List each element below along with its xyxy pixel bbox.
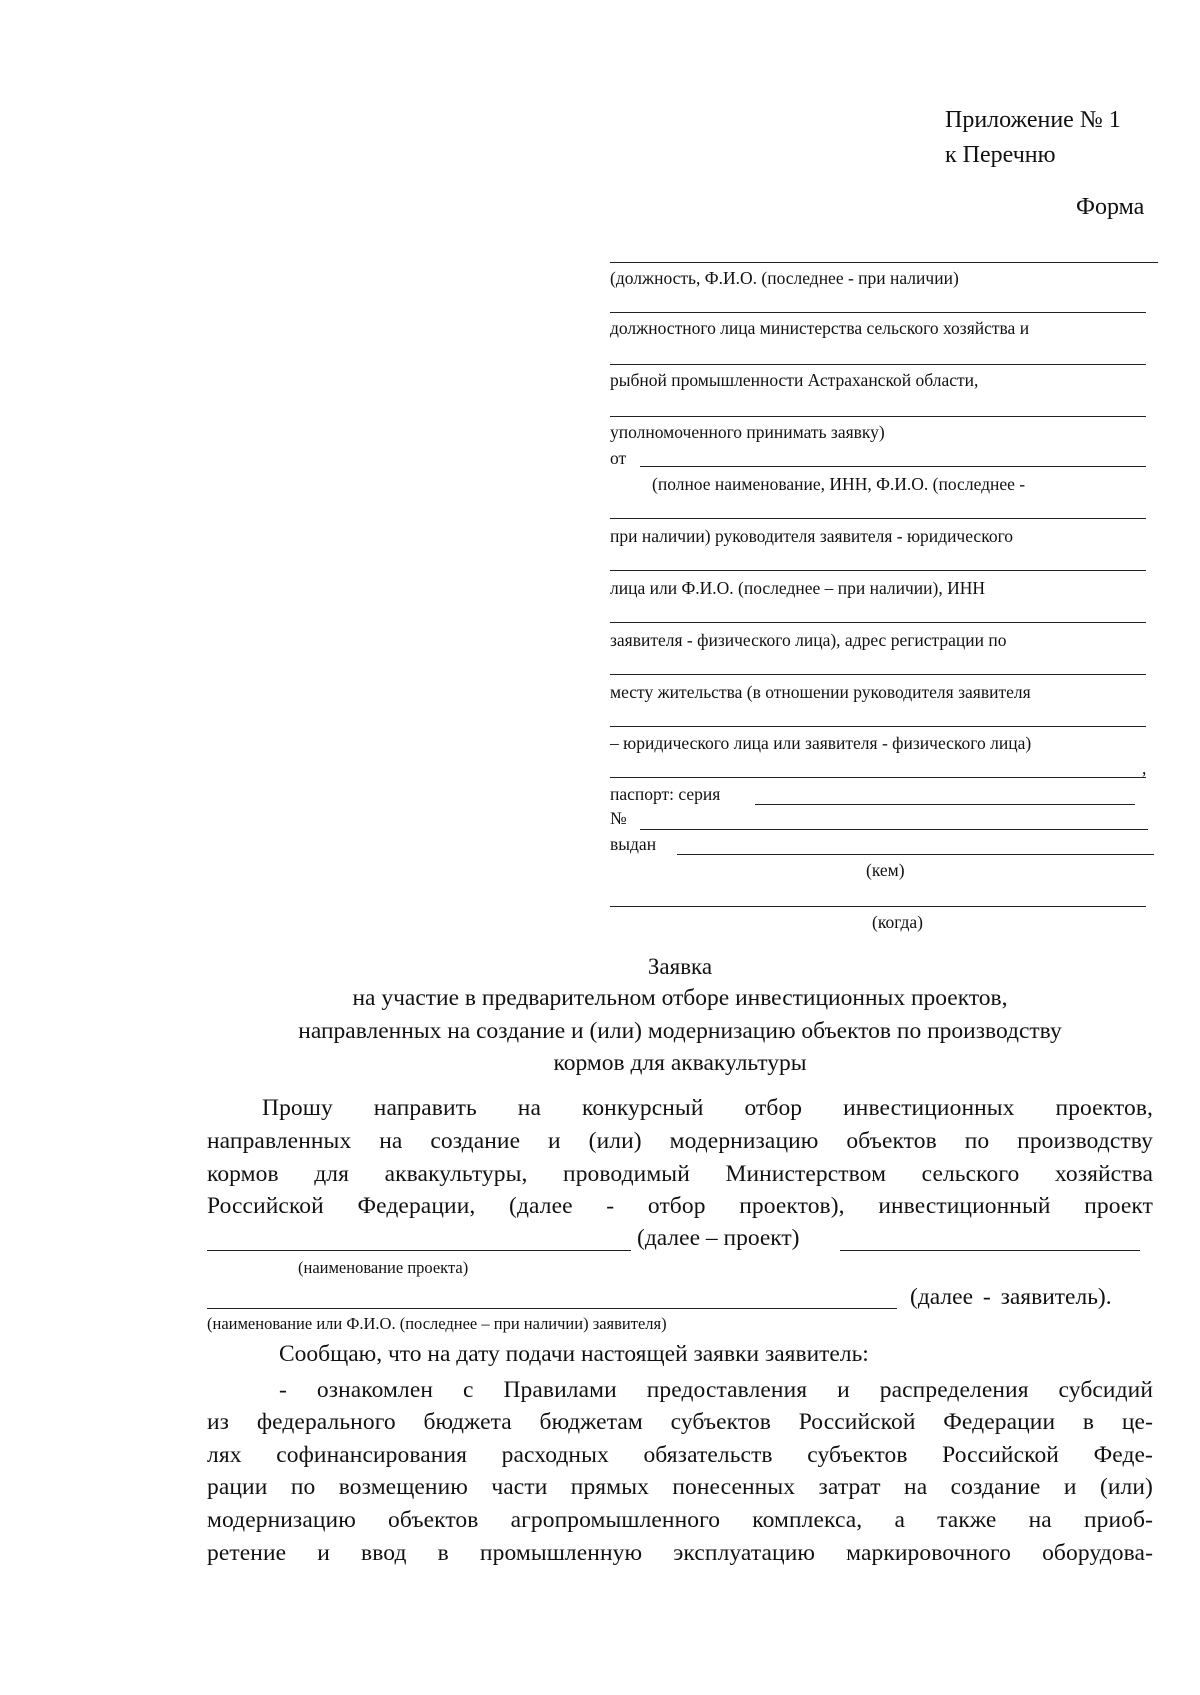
annex-number: Приложение № 1: [945, 107, 1121, 133]
underline: [610, 364, 1146, 365]
body-line: направленных на создание и (или) модернизацию объектов по производству: [207, 1128, 1153, 1154]
by-whom-caption: (кем): [866, 860, 905, 880]
underline: [610, 674, 1146, 675]
report-sentence: Сообщаю, что на дату подачи настоящей заявки заявитель:: [279, 1341, 869, 1367]
underline: [610, 312, 1146, 313]
comma: ,: [1142, 758, 1147, 778]
body-line: лях софинансирования расходных обязательств субъектов Российской Феде-: [207, 1442, 1153, 1468]
issued-field: [677, 854, 1154, 855]
passport-series-label: паспорт: серия: [610, 784, 721, 804]
body-line: рации по возмещению части прямых понесенных затрат на создание и (или): [207, 1474, 1153, 1500]
annex-to-list: к Перечню: [945, 142, 1056, 168]
applicant-name-field: [207, 1308, 897, 1309]
applicant-line: заявителя - физического лица), адрес регистрации по: [610, 630, 1007, 650]
applicant-line: месту жительства (в отношении руководителя заявителя: [610, 682, 1031, 702]
underline: [610, 518, 1146, 519]
body-line: из федерального бюджета бюджетам субъектов Российской Федерации в це-: [207, 1409, 1153, 1435]
addressee-line: рыбной промышленности Астраханской области,: [610, 370, 979, 390]
body-line: кормов для аквакультуры, проводимый Министерством сельского хозяйства: [207, 1161, 1153, 1187]
applicant-line: лица или Ф.И.О. (последнее – при наличии), ИНН: [610, 578, 986, 598]
applicant-line: – юридического лица или заявителя - физического лица): [610, 733, 1032, 753]
underline: [610, 777, 1146, 778]
passport-number-field: [640, 829, 1148, 830]
doc-title-word: Заявка: [647, 954, 713, 979]
applicant-caption: (наименование или Ф.И.О. (последнее – при наличии) заявителя): [207, 1314, 667, 1333]
body-line: ретение и ввод в промышленную эксплуатацию маркировочного оборудова-: [207, 1540, 1153, 1566]
underline: [610, 622, 1146, 623]
underline: [610, 416, 1146, 417]
underline: [610, 726, 1146, 727]
passport-series-field: [755, 804, 1135, 805]
body-line: - ознакомлен с Правилами предоставления и распределения субсидий: [279, 1377, 1153, 1403]
project-extra-field: [840, 1250, 1140, 1251]
project-caption: (наименование проекта): [298, 1258, 469, 1277]
underline: [610, 262, 1158, 263]
project-suffix: (далее – проект): [637, 1225, 800, 1251]
when-caption: (когда): [872, 912, 923, 932]
from-label: от: [610, 448, 627, 468]
addressee-line: (должность, Ф.И.О. (последнее - при наличии): [610, 268, 959, 288]
addressee-line: уполномоченного принимать заявку): [610, 422, 885, 442]
doc-title-line: направленных на создание и (или) модернизацию объектов по производству: [298, 1018, 1062, 1044]
addressee-line: должностного лица министерства сельского хозяйства и: [610, 318, 1030, 338]
from-field-line: [640, 466, 1146, 467]
passport-number-label: №: [610, 808, 627, 828]
applicant-line: при наличии) руководителя заявителя - юридического: [610, 526, 1014, 546]
body-line: Российской Федерации, (далее - отбор проектов), инвестиционный проект: [207, 1193, 1153, 1219]
doc-title-line: на участие в предварительном отборе инвестиционных проектов,: [352, 985, 1008, 1011]
project-name-field: [207, 1250, 631, 1251]
form-label: Форма: [1076, 194, 1145, 220]
applicant-line: (полное наименование, ИНН, Ф.И.О. (последнее -: [652, 474, 1026, 494]
body-line: модернизацию объектов агропромышленного комплекса, а также на приоб-: [207, 1507, 1153, 1533]
issued-label: выдан: [610, 834, 657, 854]
underline: [610, 570, 1146, 571]
underline: [610, 906, 1146, 907]
body-line: Прошу направить на конкурсный отбор инвестиционных проектов,: [262, 1095, 1153, 1121]
doc-title-line: кормов для аквакультуры: [553, 1050, 807, 1076]
applicant-suffix: (далее - заявитель).: [910, 1284, 1112, 1310]
